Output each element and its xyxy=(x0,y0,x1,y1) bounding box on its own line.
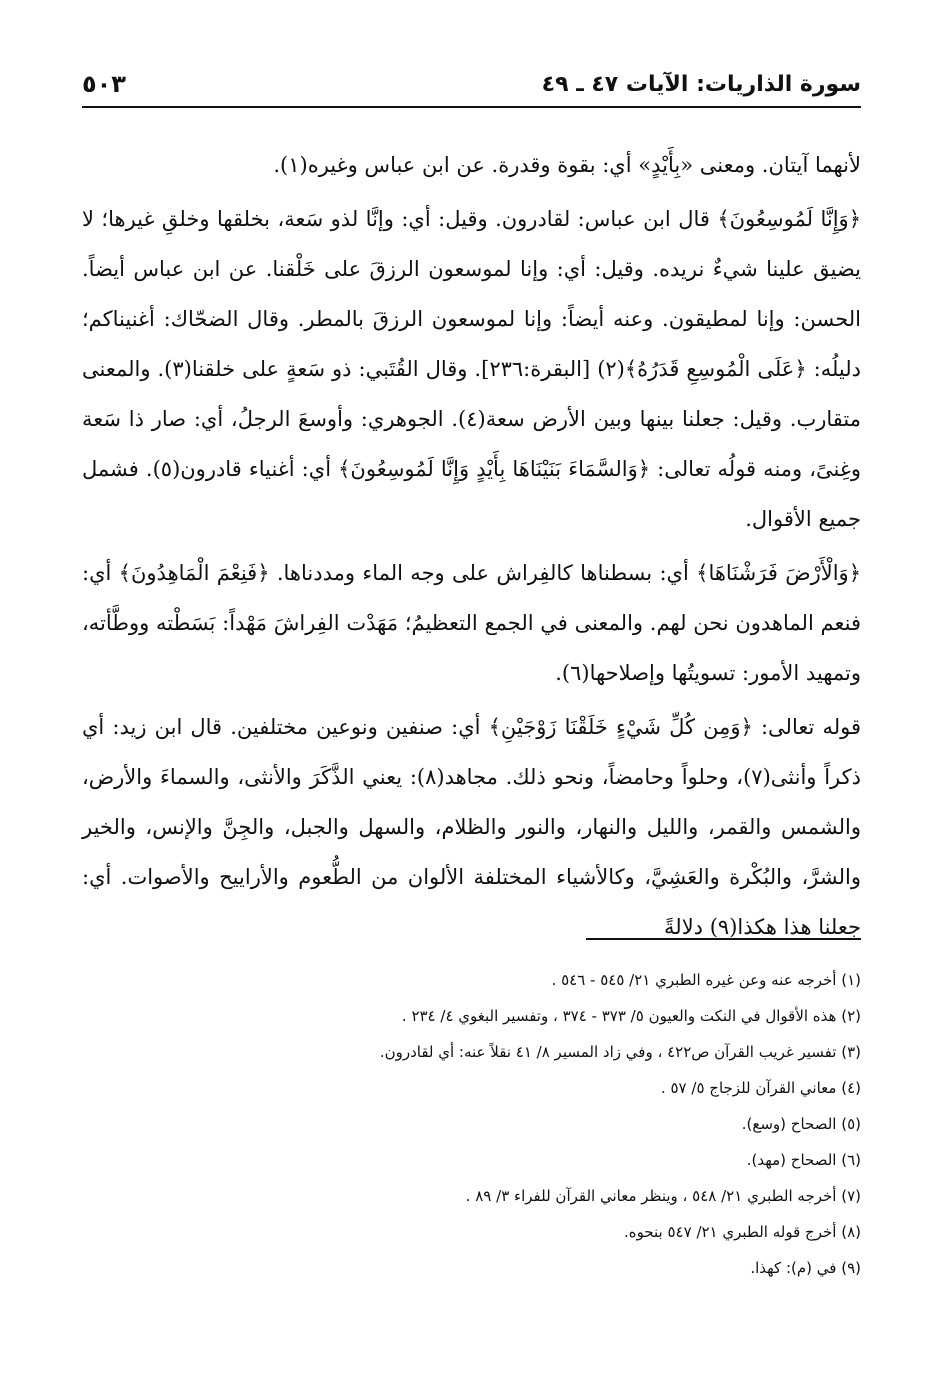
paragraph: ﴿وَإِنَّا لَمُوسِعُونَ﴾ قال ابن عباس: لقادرون. وقيل: أي: وإنَّا لذو سَعة، بخلقها وخلقِ غيرها؛ لا يضيق علينا شيءٌ نريده. وقيل: أي: وإنا لموسعون الرزقَ على خَلْقنا. عن ابن عباس أيضاً. الحسن: وإنا لمطيقون. وعنه أيضاً: وإنا لموسعون الرزقَ بالمطر. وقال الضحّاك: أغنيناكم؛ دليلُه: ﴿عَلَى الْمُوسِعِ قَدَرُهُ﴾(٢) [البقرة:٢٣٦]. وقال القُتَبي: ذو سَعةٍ على خلقنا(٣). والمعنى متقارب. وقيل: جعلنا بينها وبين الأرض سعة(٤). الجوهري: وأوسعَ الرجلُ، أي: صار ذا سَعة وغِنىً، ومنه قولُه تعالى: ﴿وَالسَّمَاءَ بَنَيْنَاهَا بِأَيْدٍ وَإِنَّا لَمُوسِعُونَ﴾ أي: أغنياء قادرون(٥). فشمل جميع الأقوال. xyxy=(82,207,861,531)
footnote: (٨) أخرج قوله الطبري ٢١/ ٥٤٧ بنحوه. xyxy=(623,1223,861,1241)
footnotes xyxy=(82,962,861,1286)
footnote: (٢) هذه الأقوال في النكت والعيون ٥/ ٣٧٣ - ٣٧٤ ، وتفسير البغوي ٤/ ٢٣٤ . xyxy=(401,1007,861,1025)
footnote: (٧) أخرجه الطبري ٢١/ ٥٤٨ ، وينظر معاني القرآن للفراء ٣/ ٨٩ . xyxy=(465,1187,861,1205)
main-text xyxy=(82,140,861,956)
footnote: (٤) معاني القرآن للزجاج ٥/ ٥٧ . xyxy=(660,1079,861,1097)
paragraph: قوله تعالى: ﴿وَمِن كُلِّ شَيْءٍ خَلَقْنَا زَوْجَيْنِ﴾ أي: صنفين ونوعين مختلفين. قال ابن زيد: أي ذكراً وأنثى(٧)، وحلواً وحامضاً، ونحو ذلك. مجاهد(٨): يعني الذَّكَرَ والأنثى، والسماءَ والأرض، والشمس والقمر، والليل والنهار، والنور والظلام، والسهل والجبل، والجِنَّ والإنس، والخير والشرَّ، والبُكْرة والعَشِيَّ، وكالأشياء المختلفة الألوان من الطُّعوم والأراييح والأصوات. أي: جعلنا هذا هكذا(٩) دلالةً xyxy=(82,715,861,939)
footnote-separator xyxy=(586,938,861,940)
paragraph: ﴿وَالْأَرْضَ فَرَشْنَاهَا﴾ أي: بسطناها كالفِراش على وجه الماء ومددناها. ﴿فَنِعْمَ الْمَاهِدُونَ﴾ أي: فنعم الماهدون نحن لهم. والمعنى في الجمع التعظيمُ؛ مَهَدْت الفِراشَ مَهْداً: بَسَطْته ووطَّأته، وتمهيد الأمور: تسويتُها وإصلاحها(٦). xyxy=(82,561,861,685)
footnote: (٣) تفسير غريب القرآن ص٤٢٢ ، وفي زاد المسير ٨/ ٤١ نقلاً عنه: أي لقادرون. xyxy=(379,1043,861,1061)
running-title: سورة الذاريات: الآيات ٤٧ ـ ٤٩ xyxy=(541,71,861,97)
page-number: ٥٠٣ xyxy=(82,70,126,98)
footnote: (٦) الصحاح (مهد). xyxy=(746,1151,861,1169)
footnote: (٩) في (م): كهذا. xyxy=(750,1259,861,1277)
footnote: (١) أخرجه عنه وعن غيره الطبري ٢١/ ٥٤٥ - ٥٤٦ . xyxy=(551,971,861,989)
footnote: (٥) الصحاح (وسع). xyxy=(741,1115,861,1133)
paragraph: لأنهما آيتان. ومعنى «بِأَيْدٍ» أي: بقوة وقدرة. عن ابن عباس وغيره(١). xyxy=(273,153,861,177)
page-header xyxy=(82,62,861,108)
